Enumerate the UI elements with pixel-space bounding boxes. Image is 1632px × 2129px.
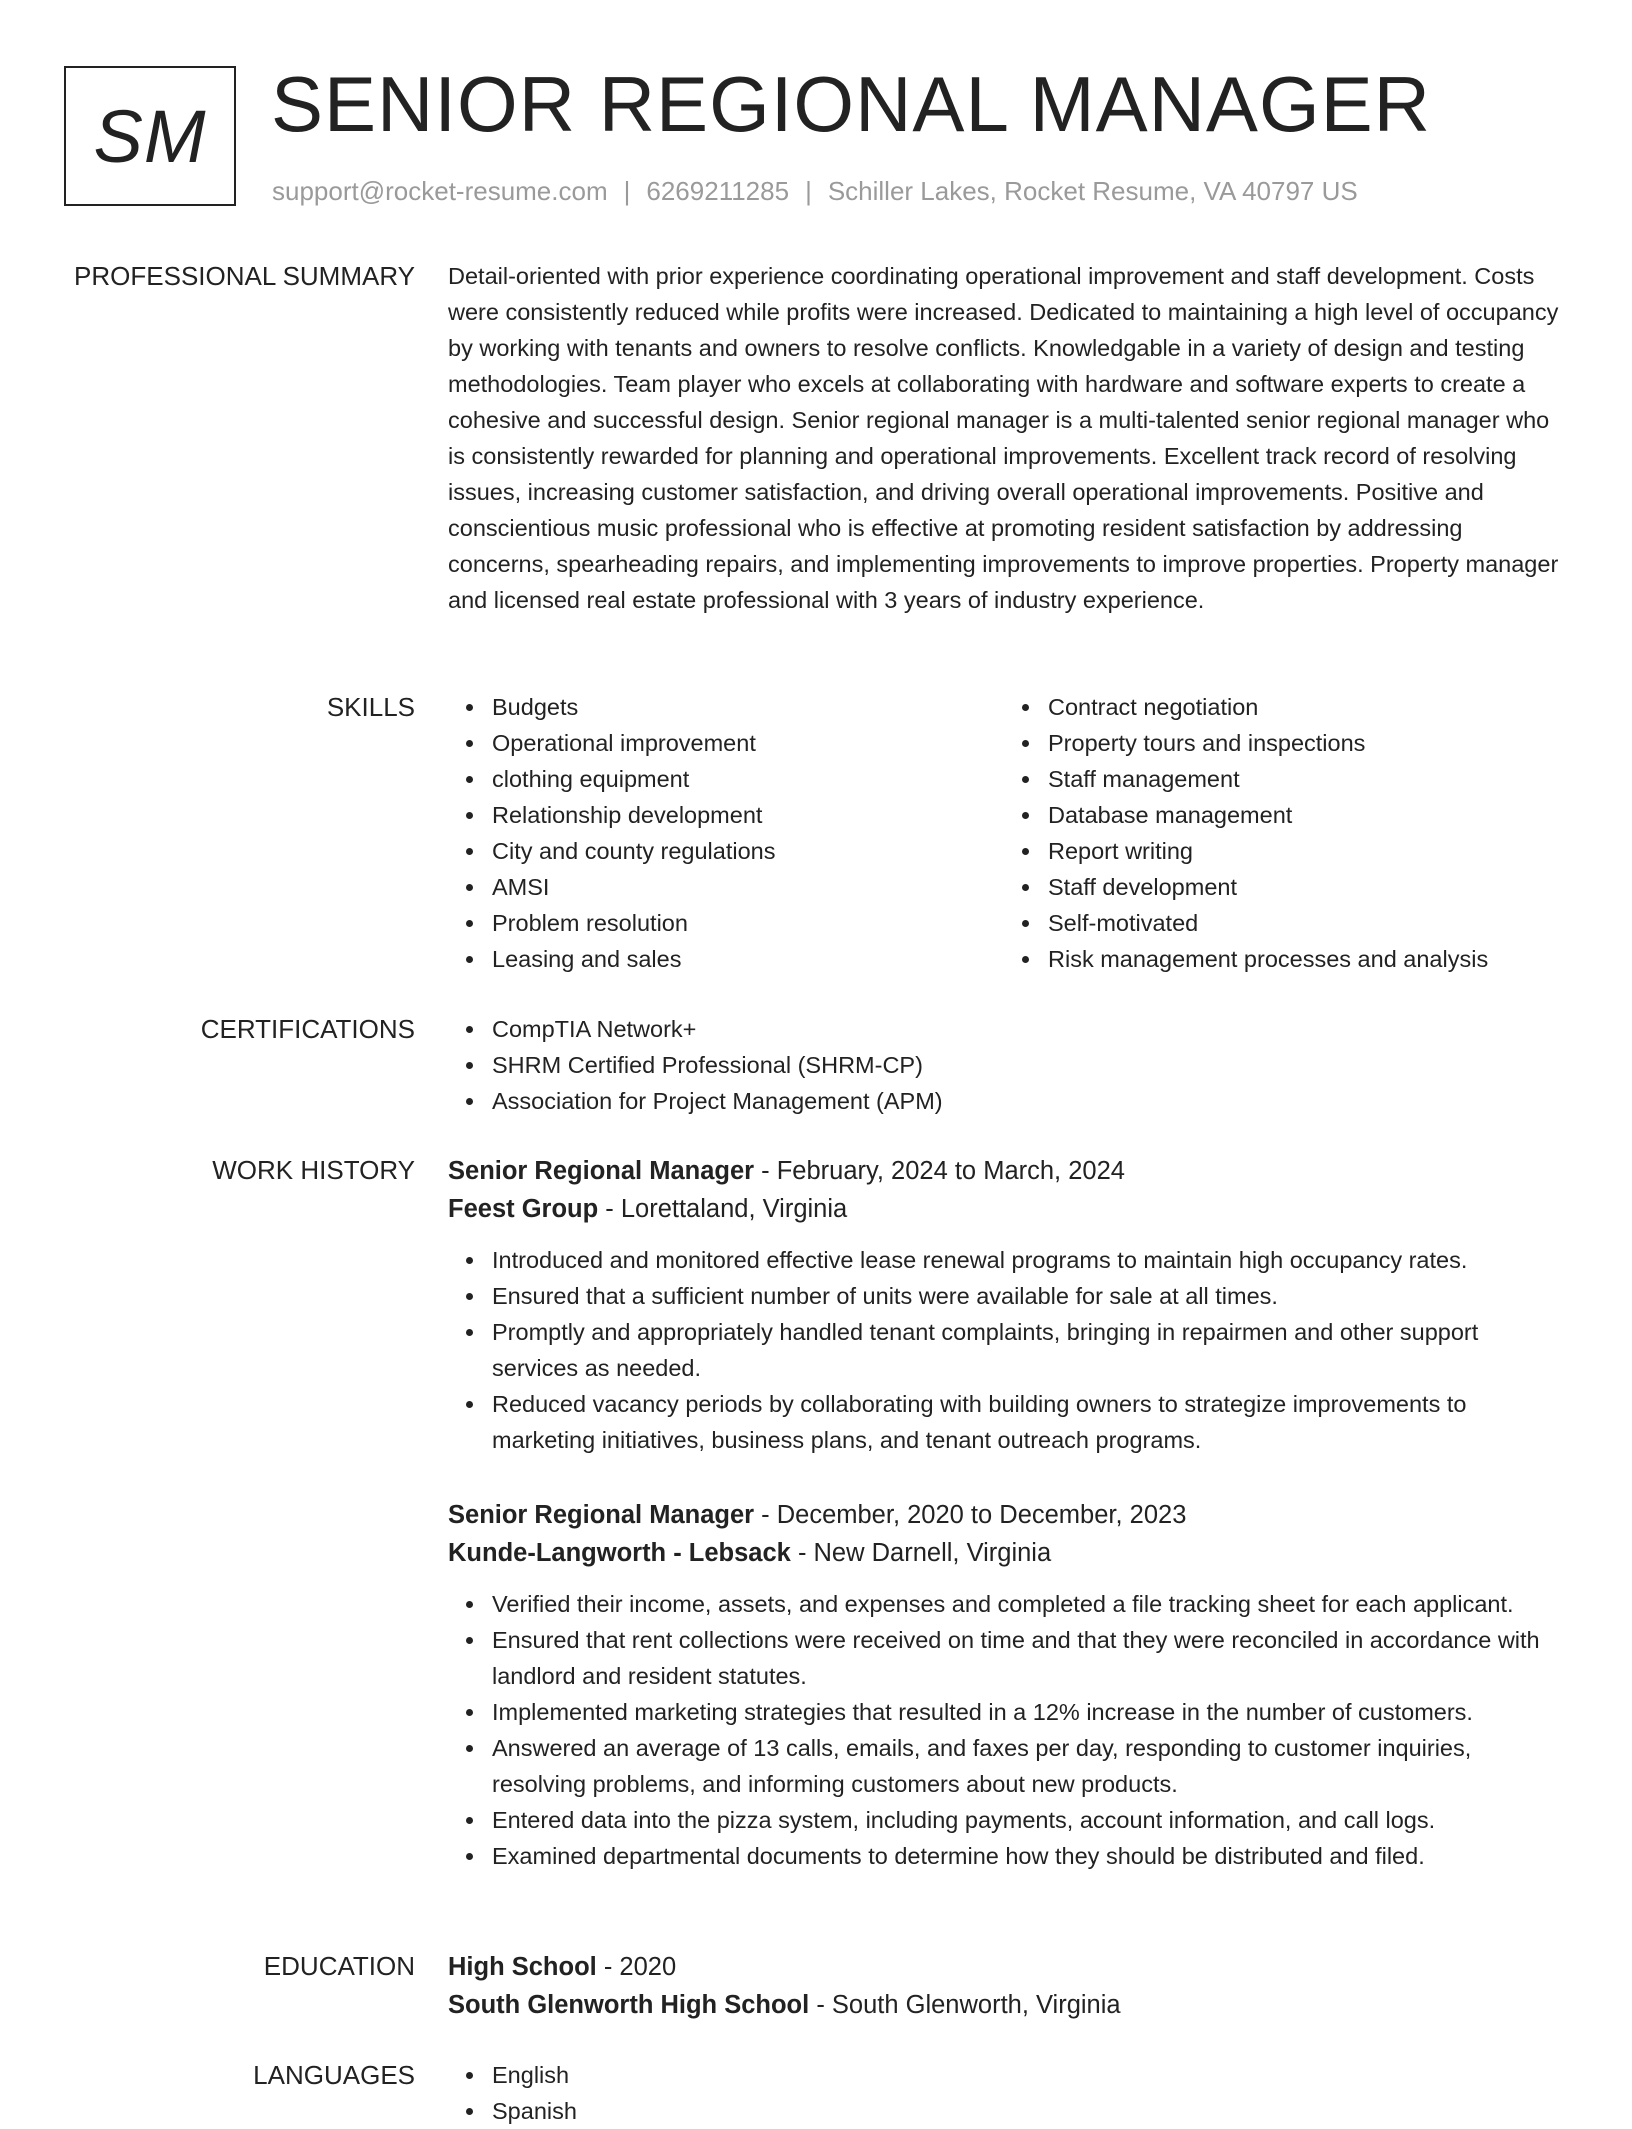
school-name: South Glenworth High School [448, 1991, 810, 2019]
separator: | [623, 176, 631, 206]
list-item: Association for Project Management (APM) [492, 1083, 1560, 1119]
job-bullets [448, 1586, 1560, 1874]
degree-line [448, 1948, 1560, 1986]
list-item: Relationship development [492, 797, 1004, 833]
list-item: Answered an average of 13 calls, emails, and faxes per day, responding to customer inquiries, resolving problems, and informing customers about new products. [492, 1730, 1560, 1802]
section-content [448, 1152, 1560, 1458]
list-item: Verified their income, assets, and expenses and completed a file tracking sheet for each applicant. [492, 1586, 1560, 1622]
list-item: Property tours and inspections [1048, 725, 1560, 761]
graduation-year: - 2020 [596, 1953, 677, 1981]
list-item: Introduced and monitored effective lease renewal programs to maintain high occupancy rates. [492, 1242, 1560, 1278]
monogram-logo: SM [64, 66, 236, 206]
contact-line [272, 174, 1358, 208]
job-company-line [448, 1534, 1560, 1572]
job-dates: - February, 2024 to March, 2024 [754, 1157, 1125, 1185]
job-title-line [448, 1152, 1560, 1190]
list-item: Ensured that rent collections were received on time and that they were reconciled in accordance with landlord and resident statutes. [492, 1622, 1560, 1694]
company-location: - New Darnell, Virginia [790, 1539, 1052, 1567]
address-text: Schiller Lakes, Rocket Resume, VA 40797 US [827, 176, 1358, 206]
email-text: support@rocket-resume.com [272, 176, 608, 206]
separator: | [805, 176, 812, 206]
list-item: Contract negotiation [1048, 689, 1560, 725]
job-entry [448, 1496, 1560, 1874]
list-item: Risk management processes and analysis [1048, 941, 1560, 977]
section-label: WORK HISTORY [212, 1155, 415, 1185]
page-title: SENIOR REGIONAL MANAGER [271, 60, 1431, 148]
section-label: EDUCATION [263, 1951, 415, 1981]
list-item: clothing equipment [492, 761, 1004, 797]
company-name: Feest Group [448, 1195, 599, 1223]
list-item: Implemented marketing strategies that resulted in a 12% increase in the number of customers. [492, 1694, 1560, 1730]
list-item: Report writing [1048, 833, 1560, 869]
list-item: Entered data into the pizza system, including payments, account information, and call logs. [492, 1802, 1560, 1838]
certifications-list [448, 1011, 1560, 1119]
list-item: AMSI [492, 869, 1004, 905]
summary-text: Detail-oriented with prior experience coordinating operational improvement and staff development. Costs were consistently reduced while profits were increased. Dedicated to maintaining a high level of occupancy by working with tenants and owners to resolve conflicts. Knowledgable in a variety of design and testing methodologies. Team player who excels at collaborating with hardware and software experts to create a cohesive and successful design. Senior regional manager is a multi-talented senior regional manager who is consistently rewarded for planning and operational improvements. Excellent track record of resolving issues, increasing customer satisfaction, and driving overall operational improvements. Positive and conscientious music professional who is effective at promoting resident satisfaction by addressing concerns, spearheading repairs, and implementing improvements to improve properties. Property manager and licensed real estate professional with 3 years of industry experience. [448, 263, 1559, 613]
list-item: Promptly and appropriately handled tenant complaints, bringing in repairmen and other support services as needed. [492, 1314, 1560, 1386]
job-dates: - December, 2020 to December, 2023 [754, 1501, 1187, 1529]
list-item: Leasing and sales [492, 941, 1004, 977]
section-content [448, 689, 1560, 977]
list-item: Self-motivated [1048, 905, 1560, 941]
job-title: Senior Regional Manager [448, 1501, 755, 1529]
school-line [448, 1986, 1560, 2024]
list-item: Reduced vacancy periods by collaborating with building owners to strategize improvements to marketing initiatives, business plans, and tenant outreach programs. [492, 1386, 1560, 1458]
list-item: Staff management [1048, 761, 1560, 797]
job-company-line [448, 1190, 1560, 1228]
section-content [448, 258, 1560, 618]
school-location: - South Glenworth, Virginia [809, 1991, 1121, 2019]
company-location: - Lorettaland, Virginia [598, 1195, 848, 1223]
list-item: Spanish [492, 2093, 1560, 2129]
list-item: Operational improvement [492, 725, 1004, 761]
job-title-line [448, 1496, 1560, 1534]
list-item: SHRM Certified Professional (SHRM-CP) [492, 1047, 1560, 1083]
list-item: City and county regulations [492, 833, 1004, 869]
company-name: Kunde-Langworth - Lebsack [448, 1539, 791, 1567]
job-entry [448, 1152, 1560, 1458]
skills-list-left [448, 689, 1004, 977]
section-content [448, 2057, 1560, 2129]
degree-name: High School [448, 1953, 597, 1981]
section-label: SKILLS [326, 692, 415, 722]
job-bullets [448, 1242, 1560, 1458]
section-content [448, 1011, 1560, 1119]
section-label: LANGUAGES [253, 2060, 415, 2090]
list-item: Problem resolution [492, 905, 1004, 941]
list-item: CompTIA Network+ [492, 1011, 1560, 1047]
phone-text: 6269211285 [646, 176, 790, 206]
job-title: Senior Regional Manager [448, 1157, 755, 1185]
section-label: CERTIFICATIONS [200, 1014, 415, 1044]
languages-list [448, 2057, 1560, 2129]
list-item: Ensured that a sufficient number of units were available for sale at all times. [492, 1278, 1560, 1314]
list-item: Database management [1048, 797, 1560, 833]
list-item: English [492, 2057, 1560, 2093]
section-content [448, 1496, 1560, 1874]
section-label: PROFESSIONAL SUMMARY [74, 261, 415, 291]
skills-list-right [1004, 689, 1560, 977]
list-item: Staff development [1048, 869, 1560, 905]
list-item: Budgets [492, 689, 1004, 725]
section-content [448, 1948, 1560, 2024]
list-item: Examined departmental documents to determine how they should be distributed and filed. [492, 1838, 1560, 1874]
